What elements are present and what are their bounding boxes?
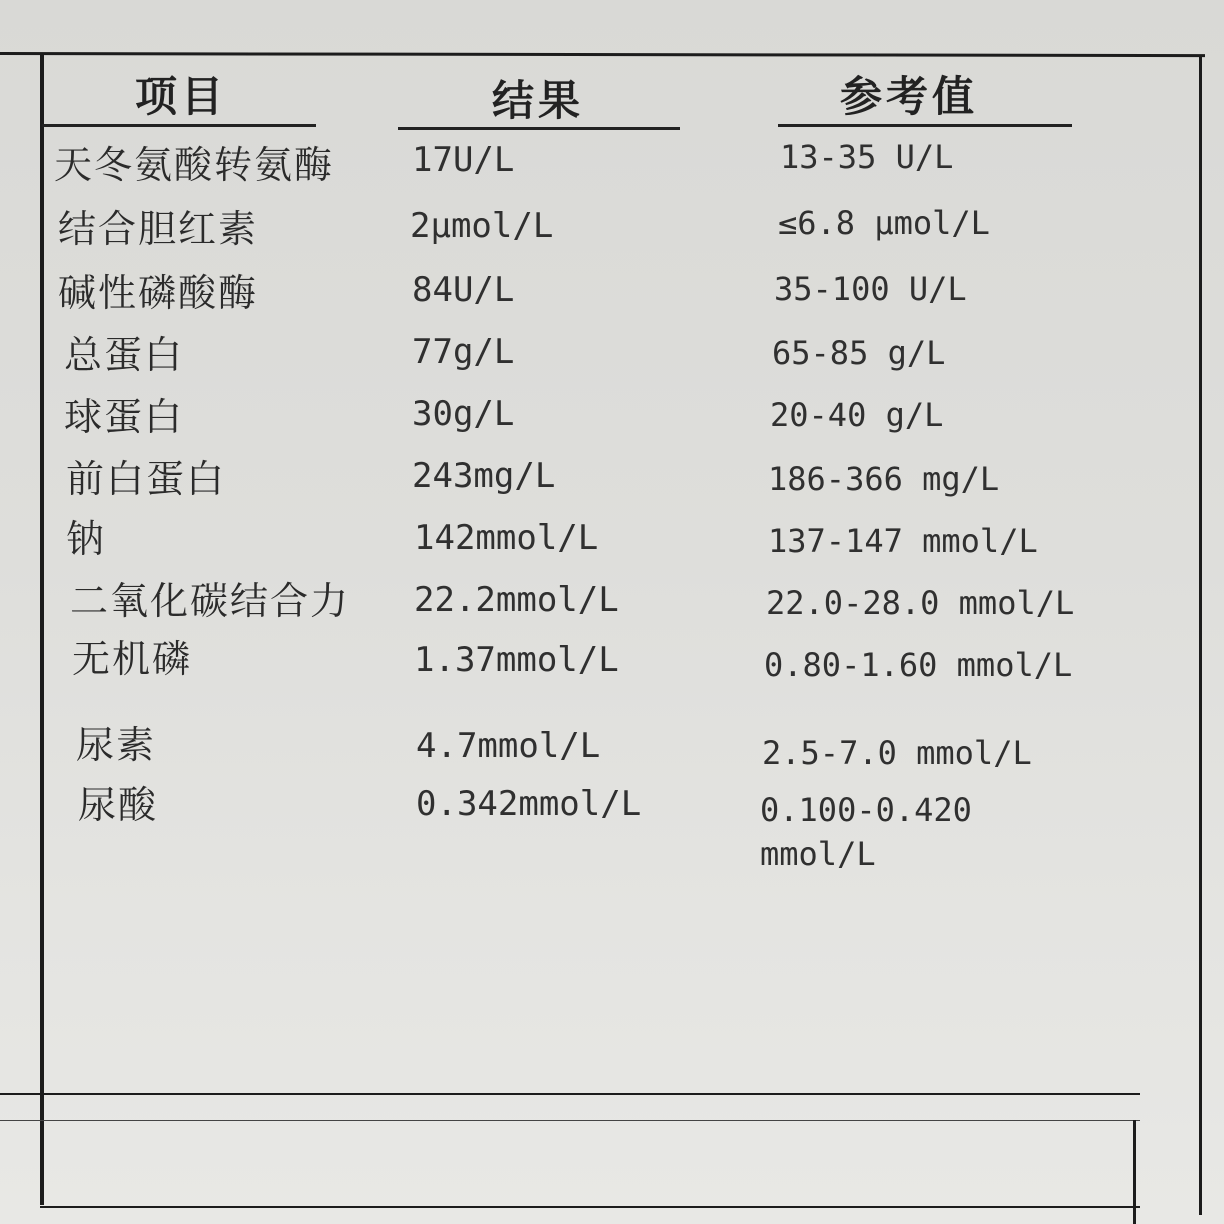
row-result: 142mmol/L [414,518,599,558]
row-result: 2μmol/L [410,206,554,246]
header-result: 结果 [492,76,585,125]
table-left-border [40,55,44,1205]
row-name: 二氧化碳结合力 [70,579,351,623]
header-result-underline [398,127,680,130]
row-name: 钠 [66,517,107,561]
header-reference-underline [778,124,1072,127]
row-result: 1.37mmol/L [414,640,619,680]
row-reference: 22.0-28.0 mmol/L [766,584,1075,622]
row-reference: 2.5-7.0 mmol/L [762,734,1032,772]
table-top-border [0,52,1205,57]
row-result: 30g/L [412,394,515,434]
table-bottom-rule-secondary [0,1120,1140,1121]
table-bottom-rule [0,1093,1140,1095]
row-reference: 0.80-1.60 mmol/L [764,646,1073,684]
footer-line [40,1206,1140,1208]
row-reference: 137-147 mmol/L [768,522,1038,560]
row-name: 无机磷 [72,637,193,681]
row-name: 前白蛋白 [66,457,227,501]
row-result: 84U/L [412,270,515,310]
row-reference: ≤6.8 μmol/L [778,204,990,242]
row-reference: 0.100-0.420 mmol/L [760,791,972,873]
row-reference: 13-35 U/L [780,138,954,176]
header-item-underline [42,124,316,127]
row-result: 243mg/L [412,456,556,496]
header-item: 项目 [135,72,228,121]
footer-right-border [1133,1120,1136,1224]
row-reference: 35-100 U/L [774,270,967,308]
row-reference: 186-366 mg/L [768,460,1000,498]
row-name: 碱性磷酸酶 [58,271,259,315]
row-result: 0.342mmol/L [416,784,642,824]
table-right-border [1199,55,1202,1215]
row-name: 球蛋白 [64,395,185,439]
row-name: 尿酸 [78,783,159,827]
row-name: 总蛋白 [64,333,185,377]
header-reference: 参考值 [840,72,979,121]
row-result: 4.7mmol/L [416,726,601,766]
row-result: 22.2mmol/L [414,580,619,620]
row-result: 77g/L [412,332,515,372]
row-reference: 20-40 g/L [770,396,944,434]
row-reference: 65-85 g/L [772,334,946,372]
row-name: 尿素 [76,723,157,767]
row-name: 结合胆红素 [58,207,259,251]
row-name: 天冬氨酸转氨酶 [54,143,335,187]
row-result: 17U/L [412,140,515,180]
